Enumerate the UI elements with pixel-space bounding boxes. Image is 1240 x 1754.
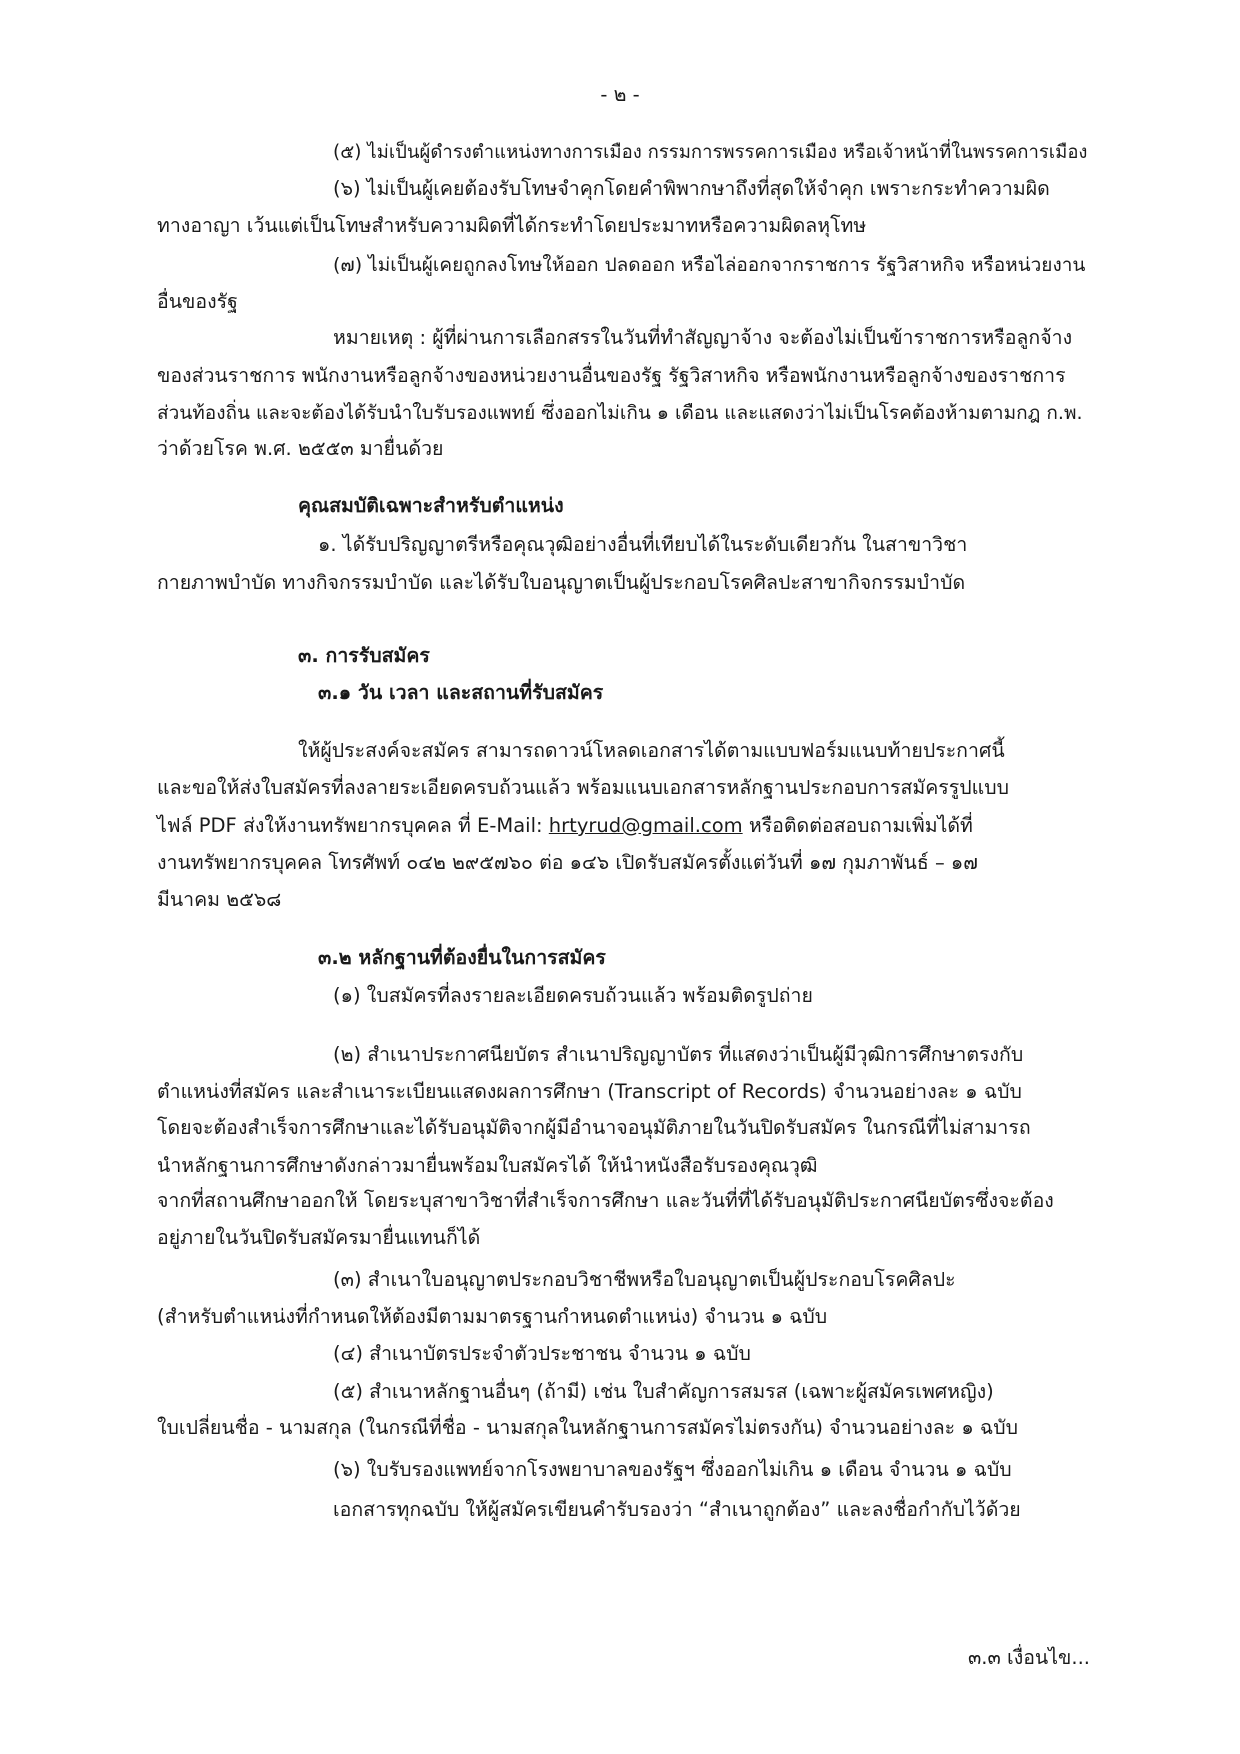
apply-line-3-tail: หรือติดต่อสอบถามเพิ่มได้ที่ <box>748 814 973 837</box>
doc-item-2-line-6: อยู่ภายในวันปิดรับสมัครมายื่นแทนก็ได้ <box>157 1226 481 1249</box>
doc-item-6: (๖) ใบรับรองแพทย์จากโรงพยาบาลของรัฐฯ ซึ่งออกไม่เกิน ๑ เดือน จำนวน ๑ ฉบับ <box>333 1458 1012 1481</box>
section-heading-3-1: ๓.๑ วัน เวลา และสถานที่รับสมัคร <box>318 681 604 704</box>
apply-line-5: มีนาคม ๒๕๖๘ <box>157 888 282 911</box>
section-heading-qualifications: คุณสมบัติเฉพาะสำหรับตำแหน่ง <box>298 494 564 517</box>
doc-item-5: (๕) สำเนาหลักฐานอื่นๆ (ถ้ามี) เช่น ใบสำคัญการสมรส (เฉพาะผู้สมัครเพศหญิง) <box>333 1380 994 1403</box>
item-6: (๖) ไม่เป็นผู้เคยต้องรับโทษจำคุกโดยคำพิพากษาถึงที่สุดให้จำคุก เพราะกระทำความผิด <box>333 177 1050 200</box>
doc-item-1: (๑) ใบสมัครที่ลงรายละเอียดครบถ้วนแล้ว พร้อมติดรูปถ่าย <box>333 984 813 1007</box>
page-number: - ๒ - <box>600 83 640 106</box>
apply-line-2: และขอให้ส่งใบสมัครที่ลงลายระเอียดครบถ้วนแล้ว พร้อมแนบเอกสารหลักฐานประกอบการสมัครรูปแบบ <box>157 776 1009 799</box>
apply-line-3-text: ไฟล์ PDF ส่งให้งานทรัพยากรบุคคล ที่ E-Mail: <box>157 814 543 837</box>
doc-item-3: (๓) สำเนาใบอนุญาตประกอบวิชาชีพหรือใบอนุญาตเป็นผู้ประกอบโรคศิลปะ <box>333 1268 956 1291</box>
continuation-footer: ๓.๓ เงื่อนไข... <box>967 1646 1090 1669</box>
item-7: (๗) ไม่เป็นผู้เคยถูกลงโทษให้ออก ปลดออก หรือไล่ออกจากราชการ รัฐวิสาหกิจ หรือหน่วยงาน <box>333 254 1086 276</box>
item-5: (๕) ไม่เป็นผู้ดำรงตำแหน่งทางการเมือง กรรมการพรรคการเมือง หรือเจ้าหน้าที่ในพรรคการเมือง <box>333 142 1088 163</box>
item-6-cont: ทางอาญา เว้นแต่เป็นโทษสำหรับความผิดที่ได้กระทำโดยประมาทหรือความผิดลหุโทษ <box>157 214 867 237</box>
remark-line-2: ของส่วนราชการ พนักงานหรือลูกจ้างของหน่วยงานอื่นของรัฐ รัฐวิสาหกิจ หรือพนักงานหรือลูกจ้างของราชการ <box>157 364 1066 387</box>
doc-item-4: (๔) สำเนาบัตรประจำตัวประชาชน จำนวน ๑ ฉบับ <box>333 1342 751 1365</box>
qualification-1-cont: กายภาพบำบัด ทางกิจกรรมบำบัด และได้รับใบอนุญาตเป็นผู้ประกอบโรคศิลปะสาขากิจกรรมบำบัด <box>157 571 966 594</box>
remark-line-4: ว่าด้วยโรค พ.ศ. ๒๕๕๓ มายื่นด้วย <box>157 437 444 460</box>
section-heading-3: ๓. การรับสมัคร <box>298 644 430 667</box>
doc-item-3-cont: (สำหรับตำแหน่งที่กำหนดให้ต้องมีตามมาตรฐานกำหนดตำแหน่ง) จำนวน ๑ ฉบับ <box>157 1305 828 1328</box>
item-7-cont: อื่นของรัฐ <box>157 290 238 313</box>
apply-line-1: ให้ผู้ประสงค์จะสมัคร สามารถดาวน์โหลดเอกสารได้ตามแบบฟอร์มแนบท้ายประกาศนี้ <box>298 739 1005 762</box>
doc-item-2-line-4: นำหลักฐานการศึกษาดังกล่าวมายื่นพร้อมใบสมัครได้ ให้นำหนังสือรับรองคุณวุฒิ <box>157 1154 818 1177</box>
apply-line-4: งานทรัพยากรบุคคล โทรศัพท์ ๐๔๒ ๒๙๕๗๖๐ ต่อ ๑๔๖ เปิดรับสมัครตั้งแต่วันที่ ๑๗ กุมภาพันธ์ – ๑๗ <box>157 851 978 874</box>
section-heading-3-2: ๓.๒ หลักฐานที่ต้องยื่นในการสมัคร <box>318 946 606 969</box>
qualification-1: ๑. ได้รับปริญญาตรีหรือคุณวุฒิอย่างอื่นที่เทียบได้ในระดับเดียวกัน ในสาขาวิชา <box>318 533 968 556</box>
doc-item-2-line-3: โดยจะต้องสำเร็จการศึกษาและได้รับอนุมัติจากผู้มีอำนาจอนุมัติภายในวันปิดรับสมัคร ในกรณีที่ไม่สามารถ <box>157 1116 1031 1139</box>
doc-item-2-line-5: จากที่สถานศึกษาออกให้ โดยระบุสาขาวิชาที่สำเร็จการศึกษา และวันที่ที่ได้รับอนุมัติประกาศนียบัตรซึ่งจะต้อง <box>157 1189 1054 1212</box>
remark-line-3: ส่วนท้องถิ่น และจะต้องได้รับนำใบรับรองแพทย์ ซึ่งออกไม่เกิน ๑ เดือน และแสดงว่าไม่เป็นโรคต้องห้ามตามกฎ ก.พ. <box>157 402 1083 424</box>
email-link[interactable]: hrtyrud@gmail.com <box>548 814 743 837</box>
doc-item-2: (๒) สำเนาประกาศนียบัตร สำเนาปริญญาบัตร ที่แสดงว่าเป็นผู้มีวุฒิการศึกษาตรงกับ <box>333 1043 1024 1066</box>
remark-line-1: หมายเหตุ : ผู้ที่ผ่านการเลือกสรรในวันที่ทำสัญญาจ้าง จะต้องไม่เป็นข้าราชการหรือลูกจ้าง <box>333 326 1073 349</box>
apply-line-3 <box>157 813 973 839</box>
doc-item-2-line-2: ตำแหน่งที่สมัคร และสำเนาระเบียนแสดงผลการศึกษา (Transcript of Records) จำนวนอย่างละ ๑ ฉบับ <box>157 1080 1022 1103</box>
doc-item-5-cont: ใบเปลี่ยนชื่อ - นามสกุล (ในกรณีที่ชื่อ - นามสกุลในหลักฐานการสมัครไม่ตรงกัน) จำนวนอย่างละ ๑ ฉบับ <box>157 1416 1018 1439</box>
certification-note: เอกสารทุกฉบับ ให้ผู้สมัครเขียนคำรับรองว่า “สำเนาถูกต้อง” และลงชื่อกำกับไว้ด้วย <box>333 1498 1021 1521</box>
